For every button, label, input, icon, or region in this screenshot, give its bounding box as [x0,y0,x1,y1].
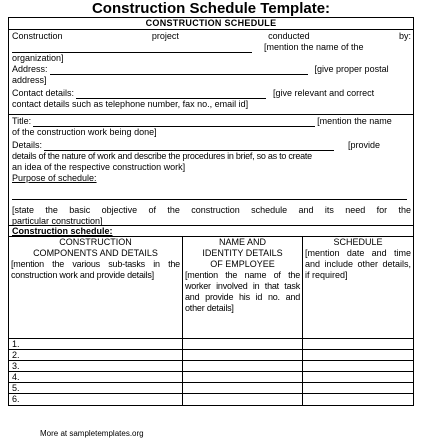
column-employee [183,237,303,339]
table-row-number: 3. [9,361,183,372]
title-field[interactable] [33,117,315,127]
purpose-field[interactable] [12,190,407,200]
table-cell[interactable] [183,339,303,350]
column-hint: [mention the various sub-tasks in the construction work and provide details] [11,259,180,280]
organization-hint-cont: organization] [12,53,64,63]
org-word: by: [398,31,411,41]
org-word: project [151,31,179,41]
column-schedule [303,237,413,339]
table-row-number: 6. [9,394,183,405]
column-hint: [mention the name of the worker involved in that task and provide his id no. and other details] [185,270,300,313]
address-row [12,64,411,75]
purpose-label: Purpose of schedule: [12,173,97,183]
column-heading: COMPONENTS AND DETAILS [33,248,158,258]
purpose-hint: [state the basic objective of the construction schedule and its need for the [12,205,411,215]
footer-credit: More at sampletemplates.org [40,429,144,438]
org-word: Construction [12,31,63,41]
address-label: Address: [12,64,48,74]
column-heading: SCHEDULE [333,237,383,247]
title-hint: [mention the name [317,116,392,126]
table-cell[interactable] [303,339,413,350]
table-cell[interactable] [303,372,413,383]
column-heading: OF EMPLOYEE [210,259,275,269]
schedule-table [9,237,413,405]
contact-hint: [give relevant and correct [273,88,375,98]
table-cell[interactable] [183,372,303,383]
form-header: CONSTRUCTION SCHEDULE [9,18,413,30]
contact-field[interactable] [76,89,266,99]
contact-hint-cont: contact details such as telephone number, fax no., email id] [12,99,249,109]
purpose-hint-cont: particular construction] [12,216,103,226]
column-hint: [mention date and time and include other details, if required] [305,248,411,280]
schedule-form [8,17,414,406]
table-cell[interactable] [303,383,413,394]
table-row-number: 2. [9,350,183,361]
details-hint-cont: details of the nature of work and describe the procedures in brief, so as to create [12,151,312,161]
address-hint: [give proper postal [314,64,389,74]
column-heading: IDENTITY DETAILS [202,248,283,258]
table-cell[interactable] [303,394,413,405]
table-cell[interactable] [183,350,303,361]
details-hint: [provide [348,140,381,150]
org-word: conducted [268,31,310,41]
contact-row [12,88,411,99]
table-row-number: 4. [9,372,183,383]
table-cell[interactable] [183,394,303,405]
title-label: Title: [12,116,32,126]
table-row-number: 1. [9,339,183,350]
title-hint-cont: of the construction work being done] [12,127,157,137]
details-label: Details: [12,140,43,150]
organization-field-row [12,42,411,53]
table-cell[interactable] [303,350,413,361]
table-cell[interactable] [183,383,303,394]
schedule-label: Construction schedule: [9,226,413,237]
column-heading: NAME AND [218,237,266,247]
column-heading: CONSTRUCTION [59,237,132,247]
contact-label: Contact details: [12,88,75,98]
details-hint-cont: an idea of the respective construction work] [12,162,186,172]
column-components [9,237,183,339]
table-cell[interactable] [303,361,413,372]
organization-line [12,31,411,42]
address-hint-cont: address] [12,75,47,85]
organization-section [9,30,413,115]
organization-hint: [mention the name of the [264,42,364,52]
details-field[interactable] [44,141,334,151]
details-row [12,140,411,151]
table-row-number: 5. [9,383,183,394]
table-cell[interactable] [183,361,303,372]
title-row [12,116,411,127]
address-field[interactable] [50,65,308,75]
organization-field[interactable] [12,43,252,53]
page-title: Construction Schedule Template: [91,0,331,17]
work-section [9,115,413,226]
